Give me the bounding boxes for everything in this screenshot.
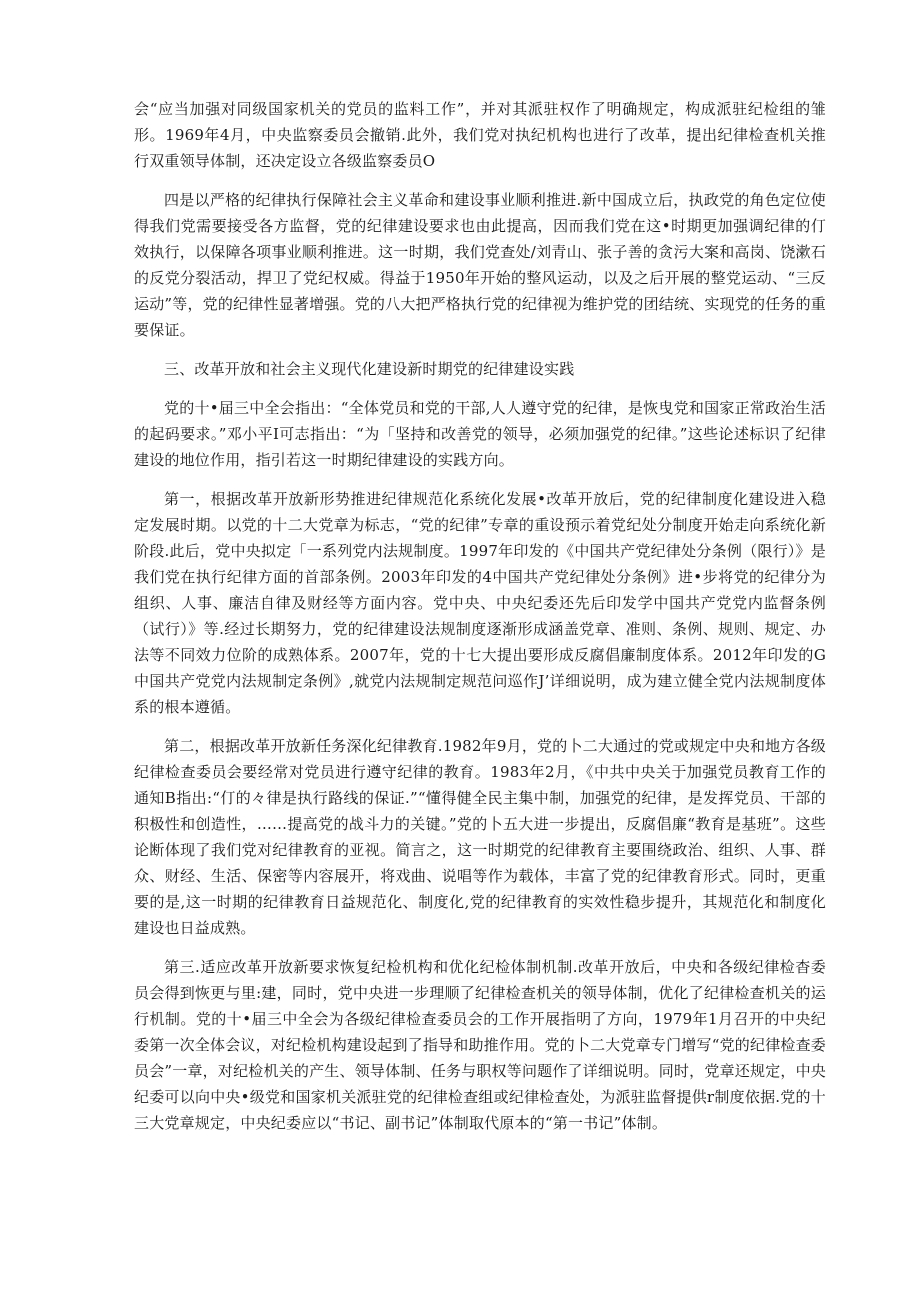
document-page xyxy=(134,96,826,1149)
paragraph-intro-continuation: 会“应当加强对同级国家机关的党员的监料工作”，并对其派驻权作了明确规定，构成派驻纪检组的雏形。1969年4月，中央监察委员会撤销.此外，我们党对执纪机构也进行了改革，提出纪律检查机关推行双重领导体制，还决定设立各级监察委员O xyxy=(134,100,826,170)
section-heading-reform-era: 三、改革开放和社会主义现代化建设新时期党的纪律建设实践 xyxy=(164,360,575,378)
paragraph-first-point: 第一，根据改革开放新形势推进纪律规范化系统化发展•改革开放后，党的纪律制度化建设进入稳定发展时期。以党的十二大党章为标志，“党的纪律”专章的重设预示着党纪处分制度开始走向系统化新阶段.此后，党中央拟定「一系列党内法规制度。1997年印发的《中国共产党纪律处分条例（限行）》是我们党在执行纪律方面的首部条例。2003年印发的4中国共产党纪律处分条例》进•步将党的纪律分为组织、人事、廉洁自律及财经等方面内容。党中央、中央纪委还先后印发学中国共产党党内监督条例（试行）》等.经过长期努力，党的纪律建设法规制度逐渐形成涵盖党章、准则、条例、规则、规定、办法等不同效力位阶的成熟体系。2007年，党的十七大提出要形成反腐倡廉制度体系。2012年印发的G中国共产党党内法规制定条例》,就党内法规制定规范问巡作J’详细说明，成为建立健全党内法规制度体系的根本遵循。 xyxy=(134,490,826,716)
paragraph-second-point: 第二，根据改革开放新任务深化纪律教育.1982年9月，党的卜二大通过的党或规定中央和地方各级纪律检查委员会要经常对党员进行遵守纪律的教育。1983年2月，《中共中央关于加强党员教育工作的通知B指出:“仃的々律是执行路线的保证.”“懂得健全民主集中制，加强党的纪律，是发挥党员、干部的积极性和创造性，……提高党的战斗力的关键。”党的卜五大进一步提出，反腐倡廉“教育是基班”。这些论断体现了我们党对纪律教育的亚视。简言之，这一时期党的纪律教育主要围绕政治、组织、人事、群众、财经、生活、保密等内容展开，将戏曲、说唱等作为载体，丰富了党的纪律教育形式。同时，更重要的是,这一时期的纪律教育日益规范化、制度化,党的纪律教育的实效性稳步提升，其规范化和制度化建设也日益成熟。 xyxy=(134,737,826,937)
paragraph-third-plenum: 党的十•届三中全会指出：“全体党员和党的干部,人人遵守党的纪律，是恢曳党和国家正常政治生活的起码要求。”邓小平I可志指出：“为「坚持和改善党的领导，必须加强党的纪律。”这些论述标识了纪律建设的地位作用，指引若这一时期纪律建设的实践方向。 xyxy=(134,399,826,469)
paragraph-third-point: 第三.适应改革开放新要求恢复纪检机构和优化纪检体制机制.改革开放后，中央和各级纪律检杳委员会得到恢更与里:建，同时，党中央进一步理顺了纪律检查机关的领导体制，优化了纪律检查机关的运行机制。党的十•届三中全会为各级纪律检查委员会的工作开展指明了方向，1979年1月召开的中央纪委第一次全体会议，对纪检机构建设起到了指导和助推作用。党的卜二大党章专门增写“党的纪律检查委员会”一章，对纪检机关的产生、领导体制、任务与职权等问题作了详细说明。同时，党章还规定，中央纪委可以向中央•级党和国家机关派驻党的纪律检查组或纪律检查处，为派驻监督提供r制度依据.党的十三大党章规定，中央纪委应以“书记、副书记”体制取代原本的“第一书记”体制。 xyxy=(134,958,826,1132)
paragraph-discipline-execution: 四是以严格的纪律执行保障社会主义革命和建设事业顺利推进.新中国成立后，执政党的角色定位使得我们党需要接受各方监督，党的纪律建设要求也由此提高，因而我们党在这•时期更加强调纪律的仃效执行，以保障各项事业顺利推进。这一时期，我们党查处/刘青山、张子善的贪污大案和高岗、饶漱石的反党分裂活动，捍卫了党纪权威。得益于1950年开始的整风运动，以及之后开展的整党运动、“三反运动”等，党的纪律性显著增强。党的八大把严格执行党的纪律视为维护党的团结统、实现党的任务的重要保证。 xyxy=(134,191,826,339)
